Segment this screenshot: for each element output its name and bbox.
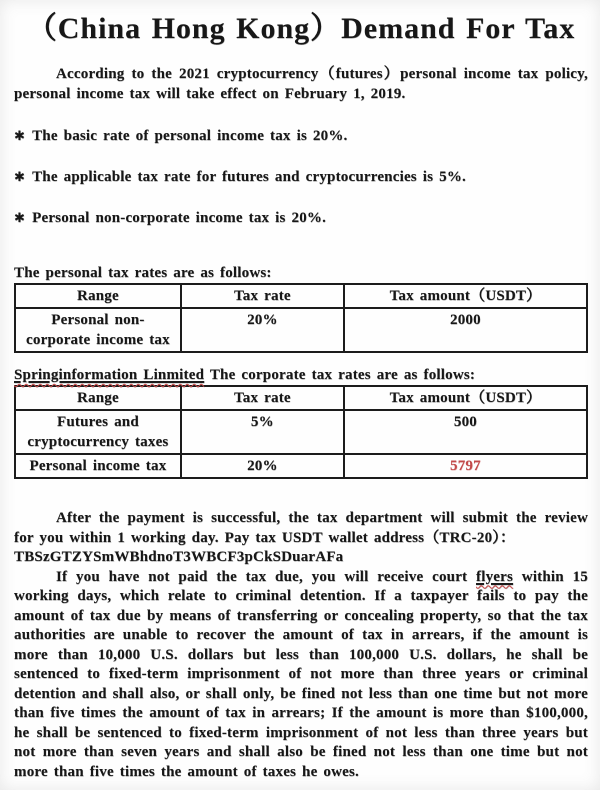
legal-text-part2: within 15 working days, which relate to criminal detention. If a taxpayer fails to pay the amount of tax due by means of transferring or concealing property, so that the tax authorities are unable to recover the amount of tax in arrears, if the amount is more than 10,000 U.S. dollars but less than 100,000 U.S. dollars, he shall be sentenced to fixed-term imprisonment of not more than three years or criminal detention and shall also, or shall only, be fined not less than one time but not more than five times the amount of tax in arrears; If the amount is more than $100,000, he shall be sentenced to fixed-term imprisonment of not less than three years but not more than seven years and shall also be fined not less than one time but not more than five times the amount of taxes he owes.	[14, 568, 588, 780]
personal-table-caption: The personal tax rates are as follows:	[14, 265, 272, 281]
misspelled-word-flyers	[476, 569, 513, 585]
table-row	[15, 454, 587, 478]
legal-text-part1: If you have not paid the tax due, you will receive court	[56, 568, 477, 585]
bullet-text: The basic rate of personal income tax is 20%.	[32, 128, 348, 144]
bullet-list	[14, 126, 588, 229]
table-cell-rate: 20%	[181, 454, 344, 478]
misspelled-company-name	[14, 367, 204, 383]
misspelled-company-name-text: Springinformation Linmited	[14, 367, 205, 383]
asterisk-icon: ✱	[14, 211, 26, 226]
column-header-tax-amount: Tax amount（USDT）	[344, 284, 587, 308]
column-header-range: Range	[15, 284, 181, 308]
table-row	[15, 410, 587, 454]
corporate-table-caption	[14, 365, 588, 385]
intro-paragraph: According to the 2021 cryptocurrency（futures）personal income tax policy, personal income tax will take effect on February 1, 2019.	[14, 66, 588, 102]
column-header-tax-amount: Tax amount（USDT）	[344, 386, 587, 410]
bullet-text: The applicable tax rate for futures and cryptocurrencies is 5%.	[32, 169, 466, 185]
table-cell-amount: 2000	[344, 308, 587, 352]
table-row	[15, 308, 587, 352]
table-cell-range: Personal income tax	[15, 454, 181, 478]
bullet-item	[14, 208, 588, 229]
corporate-table-caption-text: The corporate tax rates are as follows:	[204, 367, 476, 383]
personal-tax-table	[14, 283, 588, 353]
table-cell-range: Futures and cryptocurrency taxes	[15, 410, 181, 454]
table-header-row	[15, 386, 587, 410]
table-cell-rate: 5%	[181, 410, 344, 454]
bullet-text: Personal non-corporate income tax is 20%.	[32, 210, 327, 226]
table-cell-rate: 20%	[181, 308, 344, 352]
column-header-tax-rate: Tax rate	[181, 386, 344, 410]
asterisk-icon: ✱	[14, 170, 26, 185]
document-title: （China Hong Kong）Demand For Tax	[26, 12, 576, 45]
legal-paragraph	[14, 568, 588, 783]
payment-paragraph: After the payment is successful, the tax department will submit the review for you within 1 working day. Pay tax USDT wallet address（TRC-20）：	[14, 510, 588, 546]
table-header-row	[15, 284, 587, 308]
table-cell-amount: 500	[344, 410, 587, 454]
wallet-address: TBSzGTZYSmWBhdnoT3WBCF3pCkSDuarAFa	[14, 549, 344, 565]
asterisk-icon: ✱	[14, 129, 26, 144]
table-cell-range: Personal non-corporate income tax	[15, 308, 181, 352]
bullet-item	[14, 126, 588, 147]
bullet-item	[14, 167, 588, 188]
overdue-amount-highlighted: 5797	[344, 454, 587, 478]
column-header-tax-rate: Tax rate	[181, 284, 344, 308]
corporate-tax-table	[14, 385, 588, 479]
misspelled-word-flyers-text: flyers	[476, 568, 514, 585]
column-header-range: Range	[15, 386, 181, 410]
